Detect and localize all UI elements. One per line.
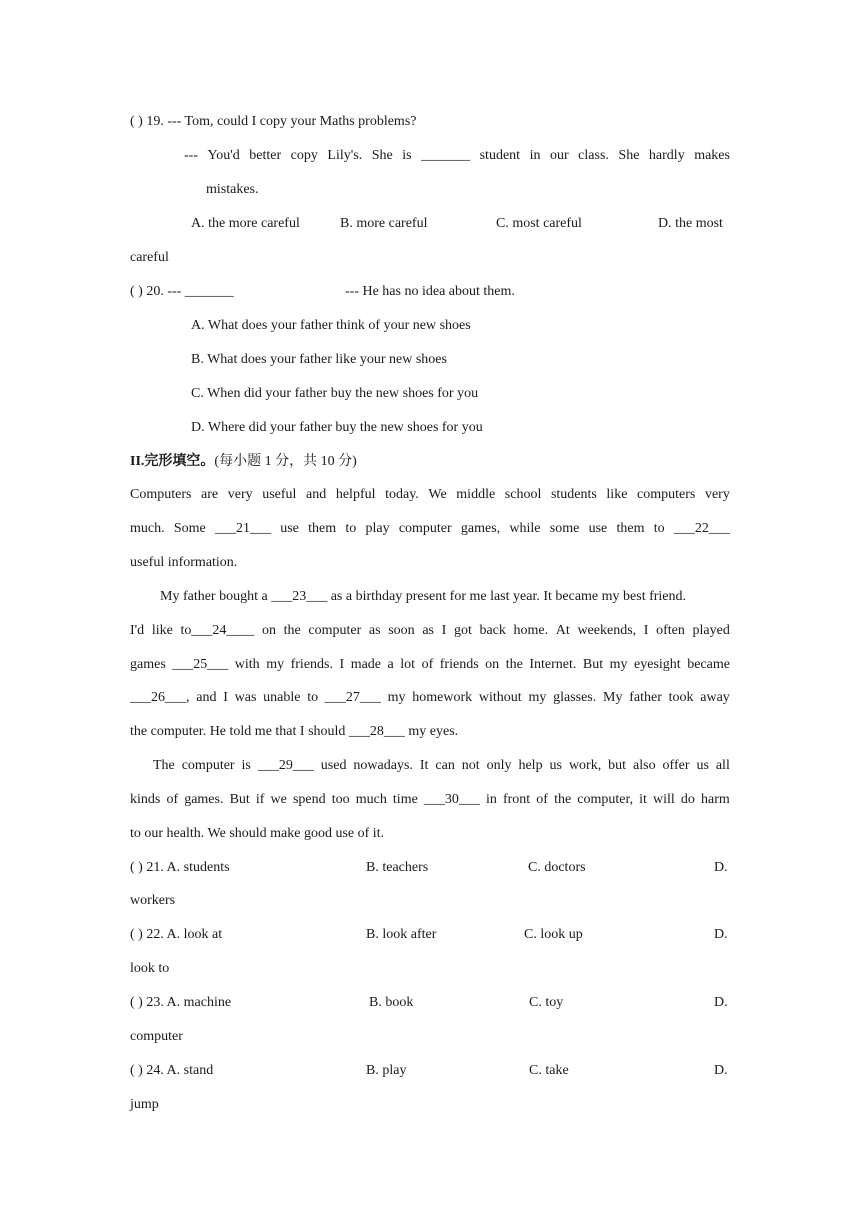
passage-p3-line3: to our health. We should make good use of it. bbox=[130, 826, 385, 841]
word: to___24____ bbox=[180, 623, 255, 638]
word: You'd bbox=[207, 148, 240, 163]
q24-option-d-wrap: jump bbox=[130, 1097, 159, 1112]
word: She bbox=[618, 148, 640, 163]
word: We bbox=[428, 487, 447, 502]
q20-reply: --- He has no idea about them. bbox=[345, 284, 515, 299]
word: like bbox=[606, 487, 628, 502]
word: offer bbox=[662, 758, 690, 773]
word: ___27___ bbox=[324, 690, 381, 705]
word: school bbox=[504, 487, 542, 502]
q19-option-b: B. more careful bbox=[340, 216, 428, 231]
word: but bbox=[608, 758, 627, 773]
section-heading-title: II.完形填空。 bbox=[130, 454, 215, 469]
q19-option-d-wrap: careful bbox=[130, 250, 169, 265]
word: homework bbox=[412, 690, 473, 705]
word: of bbox=[166, 792, 179, 807]
word: very bbox=[704, 487, 730, 502]
passage-p2-line2 bbox=[130, 621, 730, 641]
word: She bbox=[371, 148, 393, 163]
word: kinds bbox=[130, 792, 161, 807]
q21-option-d: D. bbox=[714, 860, 728, 875]
word: use bbox=[588, 521, 608, 536]
word: without bbox=[478, 690, 522, 705]
q21-option-a: ( ) 21. A. students bbox=[130, 860, 230, 875]
word: to bbox=[307, 690, 319, 705]
word: middle bbox=[456, 487, 496, 502]
q23-option-a: ( ) 23. A. machine bbox=[130, 995, 232, 1010]
word: computer bbox=[398, 521, 452, 536]
word: friends bbox=[439, 657, 479, 672]
word: got bbox=[453, 623, 472, 638]
word: like bbox=[151, 623, 173, 638]
passage-p2-line4 bbox=[130, 688, 730, 708]
word: the bbox=[554, 792, 572, 807]
word: ___25___ bbox=[172, 657, 229, 672]
word: us bbox=[696, 758, 709, 773]
word: them bbox=[308, 521, 337, 536]
word: I bbox=[643, 623, 649, 638]
passage-p2-line3 bbox=[130, 655, 730, 675]
word: my bbox=[609, 657, 628, 672]
word: games bbox=[130, 657, 166, 672]
q19-reply-cont: mistakes. bbox=[206, 182, 259, 197]
word: ___29___ bbox=[257, 758, 314, 773]
word: My bbox=[603, 690, 623, 705]
word: helpful bbox=[335, 487, 376, 502]
word: also bbox=[633, 758, 656, 773]
word: of bbox=[536, 792, 548, 807]
word: _______ bbox=[421, 148, 471, 163]
word: But bbox=[229, 792, 250, 807]
word: spend bbox=[292, 792, 326, 807]
q24-option-c: C. take bbox=[529, 1063, 569, 1078]
word: I bbox=[223, 690, 228, 705]
word: use bbox=[280, 521, 299, 536]
word: I bbox=[339, 657, 345, 672]
word: too bbox=[331, 792, 350, 807]
word: hardly bbox=[648, 148, 685, 163]
word: became bbox=[687, 657, 730, 672]
word: lot bbox=[400, 657, 416, 672]
word: some bbox=[549, 521, 580, 536]
word: But bbox=[582, 657, 604, 672]
word: front bbox=[502, 792, 531, 807]
word: I bbox=[441, 623, 447, 638]
word: students bbox=[550, 487, 597, 502]
word: played bbox=[692, 623, 730, 638]
word: with bbox=[234, 657, 260, 672]
word: ___22___ bbox=[673, 521, 730, 536]
word: do bbox=[680, 792, 695, 807]
q23-option-c: C. toy bbox=[529, 995, 564, 1010]
word: useful bbox=[262, 487, 297, 502]
q20-option-b: B. What does your father like your new shoes bbox=[191, 352, 447, 367]
word: was bbox=[234, 690, 257, 705]
passage-p1-line1 bbox=[130, 485, 730, 505]
word: computer bbox=[181, 758, 235, 773]
word: not bbox=[461, 758, 480, 773]
word: my bbox=[528, 690, 547, 705]
word: home. bbox=[513, 623, 549, 638]
word: them bbox=[616, 521, 645, 536]
word: my bbox=[266, 657, 285, 672]
q20-option-c: C. When did your father buy the new shoes for you bbox=[191, 386, 479, 401]
word: away bbox=[700, 690, 730, 705]
word: on bbox=[485, 657, 500, 672]
word: soon bbox=[388, 623, 415, 638]
word: computer, bbox=[577, 792, 634, 807]
word: my bbox=[387, 690, 406, 705]
word: help bbox=[518, 758, 543, 773]
word: class. bbox=[578, 148, 609, 163]
word: computer bbox=[308, 623, 362, 638]
word: we bbox=[270, 792, 287, 807]
word: Internet. bbox=[529, 657, 577, 672]
word: to bbox=[345, 521, 357, 536]
word: a bbox=[387, 657, 394, 672]
q21-option-d-wrap: workers bbox=[130, 893, 176, 908]
word: is bbox=[241, 758, 251, 773]
word: At bbox=[555, 623, 570, 638]
word: student bbox=[479, 148, 521, 163]
word: I'd bbox=[130, 623, 145, 638]
q24-option-b: B. play bbox=[366, 1063, 407, 1078]
word: us bbox=[549, 758, 562, 773]
word: made bbox=[350, 657, 382, 672]
word: can bbox=[435, 758, 455, 773]
word: to bbox=[653, 521, 665, 536]
word: and bbox=[196, 690, 217, 705]
q20-stem: ( ) 20. --- _______ bbox=[130, 284, 234, 299]
word: and bbox=[306, 487, 327, 502]
q21-option-c: C. doctors bbox=[528, 860, 586, 875]
passage-p2-line5: the computer. He told me that I should ___28___ my eyes. bbox=[130, 724, 459, 739]
word: much. bbox=[130, 521, 165, 536]
passage-p1-line2 bbox=[130, 519, 730, 539]
word: back bbox=[479, 623, 506, 638]
word: of bbox=[421, 657, 434, 672]
word: only bbox=[486, 758, 512, 773]
word: the bbox=[505, 657, 523, 672]
word: glasses. bbox=[553, 690, 597, 705]
word: nowadays. bbox=[353, 758, 413, 773]
word: computers bbox=[637, 487, 696, 502]
word: time bbox=[392, 792, 418, 807]
word: The bbox=[153, 758, 175, 773]
q19-option-a: A. the more careful bbox=[191, 216, 300, 231]
q19-option-c: C. most careful bbox=[496, 216, 582, 231]
word: today. bbox=[385, 487, 419, 502]
word: play bbox=[365, 521, 390, 536]
word: it bbox=[639, 792, 647, 807]
word: Computers bbox=[130, 487, 192, 502]
passage-p1-line3: useful information. bbox=[130, 555, 238, 570]
word: makes bbox=[694, 148, 730, 163]
word: Some bbox=[173, 521, 206, 536]
q24-option-d: D. bbox=[714, 1063, 728, 1078]
passage-p3-line2 bbox=[130, 790, 730, 810]
word: work, bbox=[568, 758, 602, 773]
word: much bbox=[355, 792, 387, 807]
word: friends. bbox=[290, 657, 333, 672]
section-heading-note: (每小题 1 分，共 10 分) bbox=[214, 454, 357, 469]
word: ___21___ bbox=[214, 521, 271, 536]
q23-option-b: B. book bbox=[369, 995, 414, 1010]
word: while bbox=[509, 521, 541, 536]
passage-p3-line1 bbox=[153, 756, 730, 776]
word: in bbox=[486, 792, 497, 807]
section-heading bbox=[130, 452, 357, 472]
word: our bbox=[549, 148, 569, 163]
q24-option-a: ( ) 24. A. stand bbox=[130, 1063, 214, 1078]
word: as bbox=[422, 623, 434, 638]
q22-option-d-wrap: look to bbox=[130, 961, 170, 976]
word: father bbox=[629, 690, 662, 705]
word: Lily's. bbox=[327, 148, 363, 163]
q22-option-c: C. look up bbox=[524, 927, 583, 942]
q19-option-d: D. the most bbox=[658, 216, 723, 231]
word: the bbox=[283, 623, 301, 638]
q23-option-d-wrap: computer bbox=[130, 1029, 183, 1044]
word: in bbox=[529, 148, 541, 163]
q19-stem: ( ) 19. --- Tom, could I copy your Maths problems? bbox=[130, 114, 417, 129]
word: unable bbox=[263, 690, 301, 705]
word: often bbox=[656, 623, 685, 638]
word: used bbox=[320, 758, 347, 773]
q22-option-b: B. look after bbox=[366, 927, 437, 942]
q23-option-d: D. bbox=[714, 995, 728, 1010]
q22-option-d: D. bbox=[714, 927, 728, 942]
word: took bbox=[668, 690, 694, 705]
word: on bbox=[262, 623, 276, 638]
q20-option-a: A. What does your father think of your new shoes bbox=[191, 318, 471, 333]
word: will bbox=[653, 792, 675, 807]
word: all bbox=[715, 758, 730, 773]
word: --- bbox=[184, 148, 198, 163]
word: eyesight bbox=[634, 657, 681, 672]
word: very bbox=[227, 487, 253, 502]
q20-option-d: D. Where did your father buy the new shoes for you bbox=[191, 420, 483, 435]
word: are bbox=[201, 487, 219, 502]
word: It bbox=[419, 758, 429, 773]
word: better bbox=[249, 148, 282, 163]
word: ___30___ bbox=[423, 792, 480, 807]
word: ___26___, bbox=[130, 690, 190, 705]
q22-option-a: ( ) 22. A. look at bbox=[130, 927, 223, 942]
word: if bbox=[255, 792, 265, 807]
word: weekends, bbox=[577, 623, 637, 638]
word: harm bbox=[701, 792, 730, 807]
word: copy bbox=[290, 148, 318, 163]
passage-p2-line1: My father bought a ___23___ as a birthday present for me last year. It became my best friend. bbox=[160, 589, 687, 604]
word: as bbox=[368, 623, 381, 638]
word: is bbox=[402, 148, 412, 163]
word: games, bbox=[460, 521, 501, 536]
q21-option-b: B. teachers bbox=[366, 860, 429, 875]
word: games. bbox=[184, 792, 224, 807]
q19-reply bbox=[184, 146, 730, 166]
